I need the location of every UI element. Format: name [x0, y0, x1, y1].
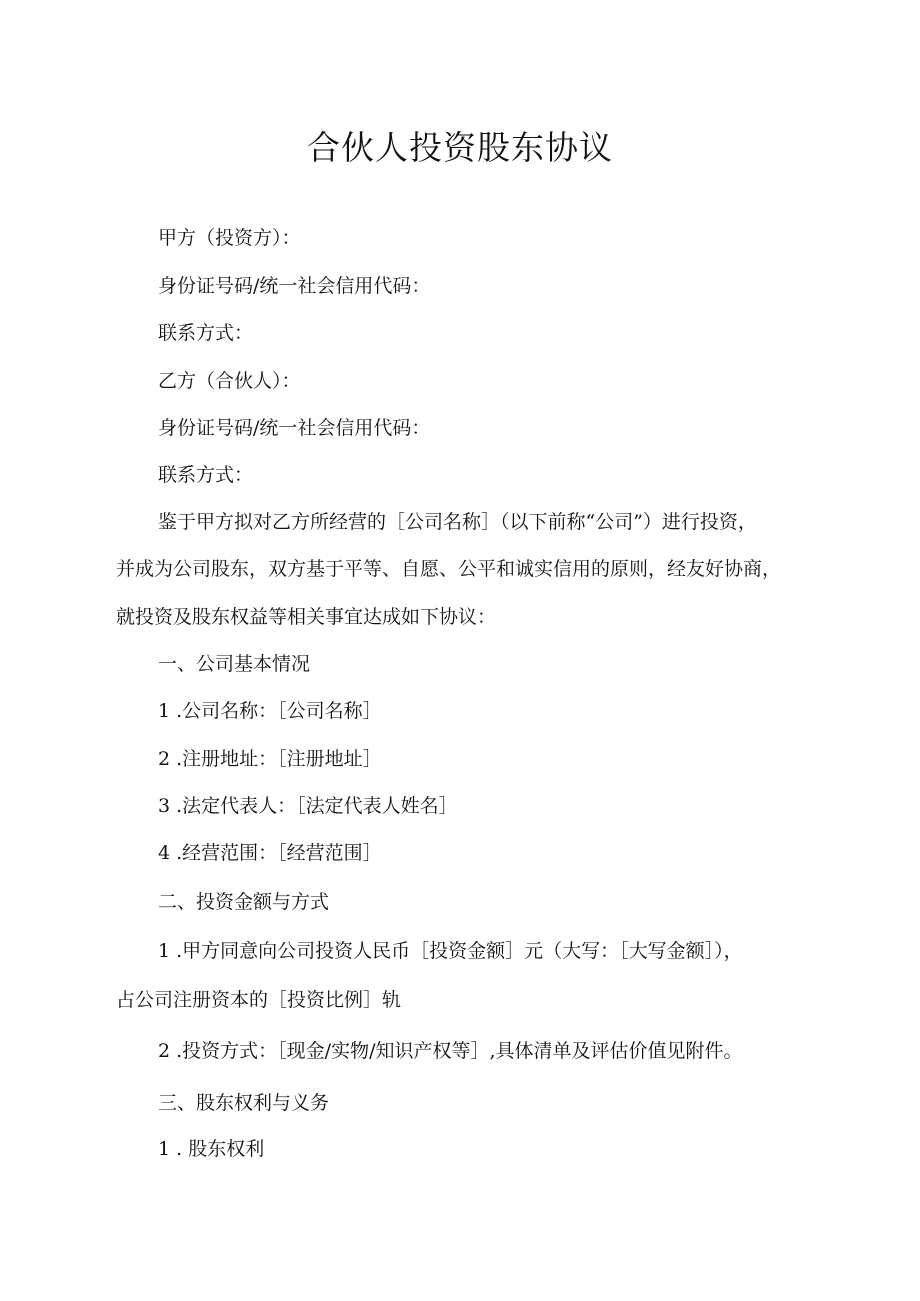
section-2-item-1-line-1: 1 .甲方同意向公司投资人民币［投资金额］元（大写：［大写金额］），	[158, 940, 743, 962]
section-1-heading: 一、公司基本情况	[158, 653, 311, 675]
party-b-id-label: 身份证号码/统一社会信用代码：	[158, 417, 431, 439]
section-1-item-4: 4 .经营范围：［经营范围］	[158, 842, 382, 864]
party-a-label: 甲方（投资方）：	[158, 227, 301, 249]
page-title: 合伙人投资股东协议	[307, 128, 613, 167]
preamble-line-3: 就投资及股东权益等相关事宜达成如下协议：	[116, 606, 497, 628]
section-3-heading: 三、股东权利与义务	[158, 1092, 330, 1114]
section-1-item-2: 2 .注册地址：［注册地址］	[158, 748, 382, 770]
section-2-item-2: 2 .投资方式：［现金/实物/知识产权等］,具体清单及评估价值见附件。	[158, 1040, 743, 1062]
party-b-label: 乙方（合伙人）：	[158, 370, 301, 392]
party-b-contact-label: 联系方式：	[158, 464, 254, 486]
section-2-item-1-line-2: 占公司注册资本的［投资比例］轨	[116, 989, 402, 1011]
section-1-item-3: 3 .法定代表人：［法定代表人姓名］	[158, 795, 458, 817]
party-a-id-label: 身份证号码/统一社会信用代码：	[158, 275, 431, 297]
preamble-line-1: 鉴于甲方拟对乙方所经营的［公司名称］（以下前称“公司”）进行投资，	[158, 511, 757, 533]
section-3-item-1: 1 . 股东权利	[158, 1138, 265, 1160]
section-2-heading: 二、投资金额与方式	[158, 891, 330, 913]
preamble-line-2: 并成为公司股东，双方基于平等、自愿、公平和诚实信用的原则，经友好协商，	[116, 558, 782, 580]
section-1-item-1: 1 .公司名称：［公司名称］	[158, 700, 382, 722]
party-a-contact-label: 联系方式：	[158, 322, 254, 344]
